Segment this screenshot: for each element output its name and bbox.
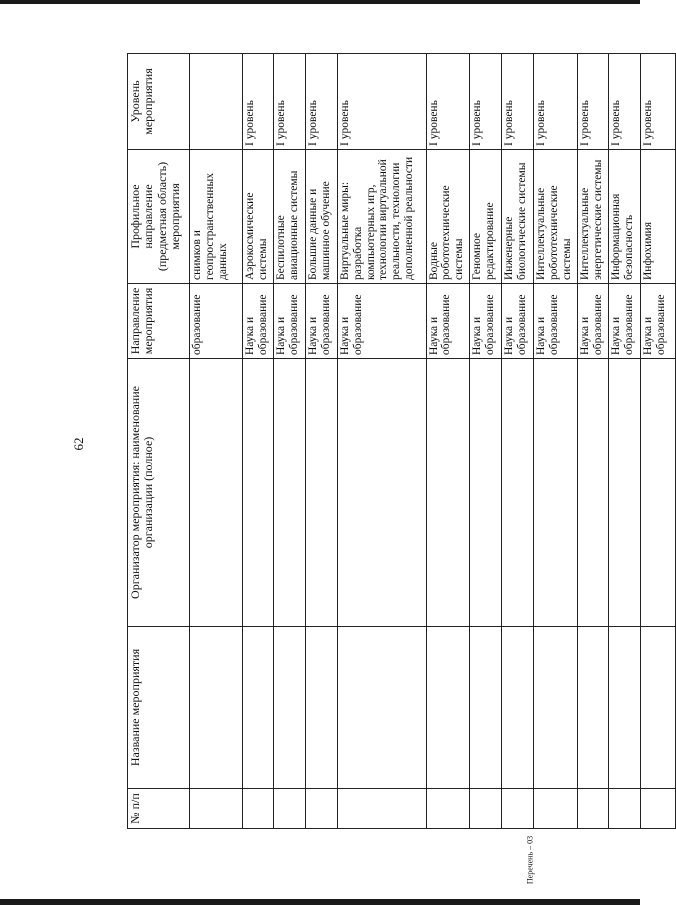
cell-organizer xyxy=(577,359,609,627)
cell-level: I уровень xyxy=(242,54,274,150)
cell-profile: Большие данные и машинное обучение xyxy=(306,150,338,284)
table-row xyxy=(337,54,426,829)
cell-profile: Водные робототехнические системы xyxy=(426,150,470,284)
cell-num xyxy=(242,789,274,829)
cell-profile: Интеллектуальные робототехнические системы xyxy=(533,150,577,284)
cell-num xyxy=(306,789,338,829)
cell-profile: Инфохимия xyxy=(641,150,676,284)
cell-profile: Беспилотные авиационные системы xyxy=(274,150,306,284)
header-event-name: Название мероприятия xyxy=(128,627,190,789)
cell-level: I уровень xyxy=(470,54,502,150)
cell-organizer xyxy=(190,359,243,627)
cell-organizer xyxy=(641,359,676,627)
header-num: № п/п xyxy=(128,789,190,829)
header-level: Уровень мероприятия xyxy=(128,54,190,150)
cell-level: I уровень xyxy=(274,54,306,150)
cell-event-name xyxy=(274,627,306,789)
cell-num xyxy=(502,789,534,829)
cell-num xyxy=(641,789,676,829)
cell-profile: снимков и геопространственных данных xyxy=(190,150,243,284)
table-row xyxy=(609,54,641,829)
header-direction: Направление мероприятия xyxy=(128,284,190,359)
table-row xyxy=(502,54,534,829)
cell-num xyxy=(274,789,306,829)
cell-organizer xyxy=(533,359,577,627)
cell-profile: Интеллектуальные энергетические системы xyxy=(577,150,609,284)
cell-direction: Наука и образование xyxy=(426,284,470,359)
table-row xyxy=(190,54,243,829)
cell-event-name xyxy=(641,627,676,789)
cell-event-name xyxy=(577,627,609,789)
cell-organizer xyxy=(426,359,470,627)
cell-direction: Наука и образование xyxy=(577,284,609,359)
cell-direction: Наука и образование xyxy=(609,284,641,359)
cell-num xyxy=(470,789,502,829)
cell-level: I уровень xyxy=(641,54,676,150)
cell-level: I уровень xyxy=(502,54,534,150)
cell-num xyxy=(609,789,641,829)
table-row xyxy=(274,54,306,829)
cell-direction: Наука и образование xyxy=(533,284,577,359)
cell-organizer xyxy=(337,359,426,627)
rotated-table-frame xyxy=(127,54,676,829)
table-row xyxy=(306,54,338,829)
cell-level: I уровень xyxy=(337,54,426,150)
cell-organizer xyxy=(274,359,306,627)
cell-num xyxy=(577,789,609,829)
cell-organizer xyxy=(502,359,534,627)
cell-direction: образование xyxy=(190,284,243,359)
cell-direction: Наука и образование xyxy=(641,284,676,359)
cell-level: I уровень xyxy=(306,54,338,150)
cell-profile: Аэрокосмические системы xyxy=(242,150,274,284)
cell-event-name xyxy=(470,627,502,789)
cell-event-name xyxy=(426,627,470,789)
cell-direction: Наука и образование xyxy=(502,284,534,359)
cell-organizer xyxy=(306,359,338,627)
page-number: 62 xyxy=(71,437,86,451)
cell-level: I уровень xyxy=(533,54,577,150)
cell-event-name xyxy=(533,627,577,789)
cell-level xyxy=(190,54,243,150)
table-header-row xyxy=(128,54,190,829)
table-row xyxy=(577,54,609,829)
cell-event-name xyxy=(337,627,426,789)
footer-note: Перечень – 03 xyxy=(525,835,535,885)
cell-organizer xyxy=(470,359,502,627)
cell-profile: Информационная безопасность xyxy=(609,150,641,284)
table-row xyxy=(641,54,676,829)
cell-direction: Наука и образование xyxy=(337,284,426,359)
table-row xyxy=(242,54,274,829)
table-row xyxy=(426,54,470,829)
cell-organizer xyxy=(242,359,274,627)
cell-organizer xyxy=(609,359,641,627)
cell-event-name xyxy=(242,627,274,789)
header-organizer: Организатор мероприятия: наименование организации (полное) xyxy=(128,359,190,627)
events-table xyxy=(127,53,676,829)
cell-num xyxy=(337,789,426,829)
cell-direction: Наука и образование xyxy=(274,284,306,359)
cell-direction: Наука и образование xyxy=(470,284,502,359)
scan-edge-top xyxy=(0,0,640,4)
header-profile: Профильное направление (предметная область) мероприятия xyxy=(128,150,190,284)
cell-profile: Геномное редактирование xyxy=(470,150,502,284)
cell-profile: Инженерные биологические системы xyxy=(502,150,534,284)
table-row xyxy=(470,54,502,829)
cell-level: I уровень xyxy=(609,54,641,150)
cell-event-name xyxy=(502,627,534,789)
scan-edge-bottom xyxy=(0,899,640,905)
cell-event-name xyxy=(190,627,243,789)
cell-level: I уровень xyxy=(577,54,609,150)
cell-num xyxy=(426,789,470,829)
cell-level: I уровень xyxy=(426,54,470,150)
cell-direction: Наука и образование xyxy=(242,284,274,359)
table-row xyxy=(533,54,577,829)
cell-event-name xyxy=(609,627,641,789)
cell-direction: Наука и образование xyxy=(306,284,338,359)
cell-num xyxy=(190,789,243,829)
cell-event-name xyxy=(306,627,338,789)
cell-num xyxy=(533,789,577,829)
cell-profile: Виртуальные миры: разработка компьютерных игр, технологии виртуальной реальности, технологии дополненной реальности xyxy=(337,150,426,284)
